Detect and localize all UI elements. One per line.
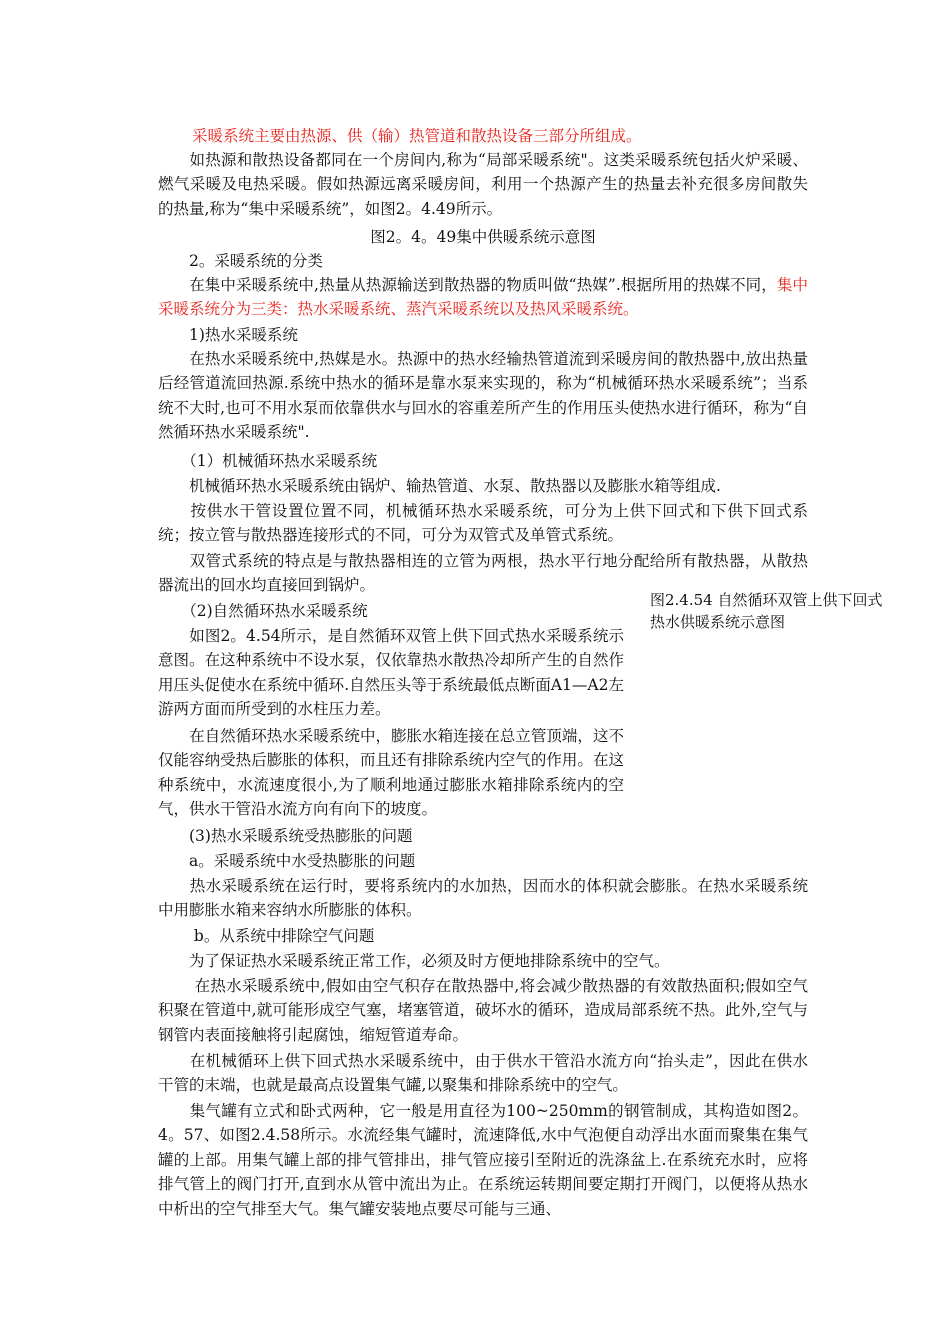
heading-thermal-expansion: (3)热水采暖系统受热膨胀的问题 [158,827,413,845]
heading-air-removal: b。从系统中排除空气问题 [158,927,375,945]
paragraph-air-removal-purpose: 为了保证热水采暖系统正常工作，必须及时方便地排除系统中的空气。 [158,952,670,970]
heading-hot-water-system: 1)热水采暖系统 [158,326,298,344]
paragraph-air-collector-placement: 在机械循环上供下回式热水采暖系统中，由于供水干管沿水流方向“抬头走”，因此在供水干管的末端，也就是最高点设置集气罐,以聚集和排除系统中的空气。 [158,1052,808,1095]
figure-caption-249: 图2。4。49集中供暖系统示意图 [370,228,596,246]
red-text: 集中采暖系统分为三类：热水采暖系统、蒸汽采暖系统以及热风采暖系统。 [158,276,808,319]
figure-caption-254: 图2.4.54 自然循环双管上供下回式热水供暖系统示意图 [650,591,883,631]
paragraph-heat-medium [158,273,808,322]
heading-natural-circulation: （2)自然循环热水采暖系统 [158,602,368,620]
paragraph-hot-water-system: 在热水采暖系统中,热媒是水。热源中的热水经输热管道流到采暖房间的散热器中,放出热量后经管道流回热源.系统中热水的循环是靠水泵来实现的，称为“机械循环热水采暖系统”；当系统不大时,也可不用水泵而依靠供水与回水的容重差所产生的作用压头使热水进行循环，称为“自然循环热水采暖系统". [158,350,808,442]
heading-mechanical-circulation: （1）机械循环热水采暖系统 [158,452,378,470]
paragraph-mechanical-components: 机械循环热水采暖系统由锅炉、输热管道、水泵、散热器以及膨胀水箱等组成. [158,477,721,495]
heading-water-expansion: a。采暖系统中水受热膨胀的问题 [158,852,416,870]
heading-classification: 2。采暖系统的分类 [158,252,323,270]
paragraph-supply-pipe-position: 按供水干管设置位置不同，机械循环热水采暖系统，可分为上供下回式和下供下回式系统；按立管与散热器连接形式的不同，可分为双管式及单管式系统。 [158,502,808,545]
paragraph-natural-circulation: 如图2。4.54所示，是自然循环双管上供下回式热水采暖系统示意图。在这种系统中不设水泵，仅依靠热水散热冷却所产生的自然作用压头促使水在系统中循环.自然压头等于系统最低点断面A1—A2左游两方面而所受到的水柱压力差。 [158,627,624,719]
paragraph-air-accumulation: 在热水采暖系统中,假如由空气积存在散热器中,将会减少散热器的有效散热面积;假如空气积聚在管道中,就可能形成空气塞，堵塞管道，破坏水的循环，造成局部系统不热。此外,空气与钢管内表面接触将引起腐蚀，缩短管道寿命。 [158,977,808,1044]
text-normal: 在集中采暖系统中,热量从热源输送到散热器的物质叫做“热媒”.根据所用的热媒不同， [158,276,777,294]
paragraph-expansion-tank: 在自然循环热水采暖系统中，膨胀水箱连接在总立管顶端，这不仅能容纳受热后膨胀的体积，而且还有排除系统内空气的作用。在这种系统中，水流速度很小,为了顺利地通过膨胀水箱排除系统内的空气，供水干管沿水流方向有向下的坡度。 [158,727,624,819]
paragraph-air-collector-types: 集气罐有立式和卧式两种，它一般是用直径为100~250mm的钢管制成，其构造如图2。4。57、如图2.4.58所示。水流经集气罐时，流速降低,水中气泡便自动浮出水面而聚集在集气罐的上部。用集气罐上部的排气管排出，排气管应接引至附近的洗涤盆上.在系统充水时，应将排气管上的阀门打开,直到水从管中流出为止。在系统运转期间要定期打开阀门，以便将从热水中析出的空气排至大气。集气罐安装地点要尽可能与三通、 [158,1102,808,1218]
paragraph-local-vs-central: 如热源和散热设备都同在一个房间内,称为“局部采暖系统"。这类采暖系统包括火炉采暖、燃气采暖及电热采暖。假如热源远离采暖房间，利用一个热源产生的热量去补充很多房间散失的热量,称为“集中采暖系统”，如图2。4.49所示。 [158,151,808,218]
red-text: 采暖系统主要由热源、供（输）热管道和散热设备三部分所组成。 [192,127,642,145]
paragraph-double-pipe: 双管式系统的特点是与散热器相连的立管为两根，热水平行地分配给所有散热器，从散热器流出的回水均直接回到锅炉。 [158,552,808,595]
paragraph-intro-red [158,124,808,148]
paragraph-water-expansion: 热水采暖系统在运行时，要将系统内的水加热，因而水的体积就会膨胀。在热水采暖系统中用膨胀水箱来容纳水所膨胀的体积。 [158,877,808,920]
